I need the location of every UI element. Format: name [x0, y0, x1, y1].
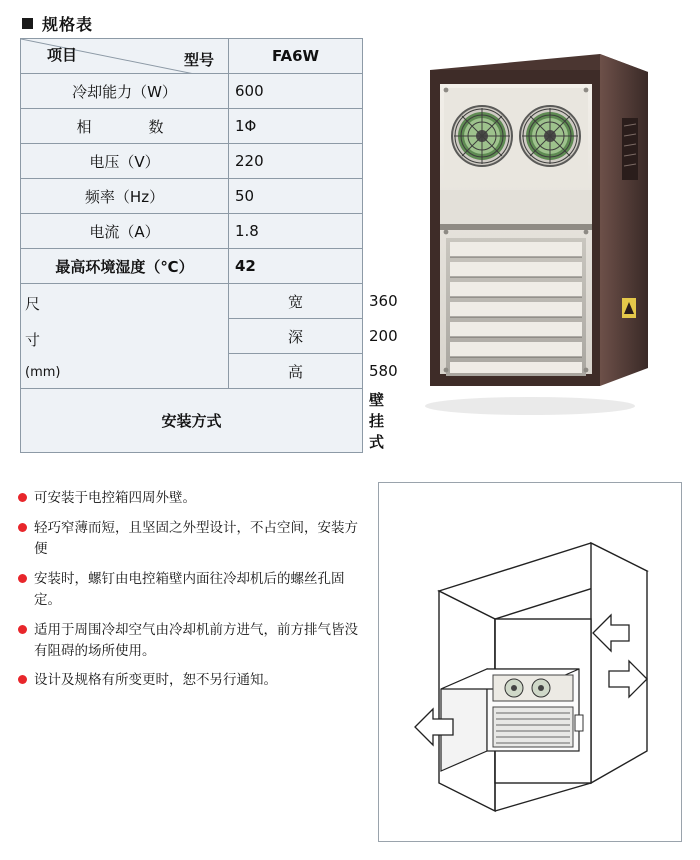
row-label-voltage: 电压（V）: [21, 144, 229, 179]
header-item-model-cell: [21, 39, 229, 74]
row-label-cooling-capacity: 冷却能力（W）: [21, 74, 229, 109]
row-label-phase: 相 数: [21, 109, 229, 144]
table-row: 安装方式 壁挂式: [21, 389, 363, 453]
list-item: [18, 518, 358, 560]
dimension-sub-label-height: 高: [229, 354, 363, 389]
header-item-label: 项目: [47, 46, 78, 64]
bullet-icon: [18, 675, 27, 684]
row-label-current: 电流（A）: [21, 214, 229, 249]
dimension-label-line-1: 尺: [25, 294, 41, 313]
header-model-value: FA6W: [229, 39, 363, 74]
row-value-frequency: 50: [229, 179, 363, 214]
row-label-frequency: 频率（Hz）: [21, 179, 229, 214]
dimension-label-line-2: 寸: [25, 330, 41, 349]
product-photo: [400, 48, 670, 428]
row-label-mounting: 安装方式: [21, 389, 363, 453]
row-value-max-ambient-temp: 42: [229, 249, 363, 284]
dimension-sub-label-depth: 深: [229, 319, 363, 354]
list-item: [18, 670, 358, 691]
list-item: [18, 569, 358, 611]
page-title: 规格表: [42, 15, 94, 34]
note-text: 适用于周围冷却空气由冷却机前方进气，前方排气皆没有阻碍的场所使用。: [34, 621, 358, 659]
table-row: 深 200: [21, 319, 363, 354]
bullet-icon: [18, 523, 27, 532]
header-model-label: 型号: [183, 51, 214, 69]
dimension-label-line-3: (mm): [25, 364, 61, 380]
table-row: [21, 144, 363, 179]
bullet-icon: [18, 493, 27, 502]
row-value-cooling-capacity: 600: [229, 74, 363, 109]
bullet-icon: [18, 625, 27, 634]
notes-list: [18, 488, 358, 700]
table-row: [21, 214, 363, 249]
section-heading: [22, 12, 93, 35]
table-row: [21, 109, 363, 144]
table-row: 高 580: [21, 354, 363, 389]
installation-diagram-panel: [378, 482, 682, 842]
list-item: [18, 488, 358, 509]
note-text: 轻巧窄薄而短，且坚固之外型设计，不占空间，安装方便: [34, 519, 358, 557]
row-label-max-ambient-temp: 最高环境湿度（℃）: [21, 249, 229, 284]
table-row: 尺 寸 (mm) 宽 360: [21, 284, 363, 319]
note-text: 可安装于电控箱四周外壁。: [34, 490, 196, 506]
square-marker-icon: [22, 18, 33, 29]
table-row-header: [21, 39, 363, 74]
note-text: 安装时，螺钉由电控箱壁内面往冷却机后的螺丝孔固定。: [34, 570, 345, 608]
dimension-group-label: [21, 284, 229, 389]
bullet-icon: [18, 574, 27, 583]
row-value-phase: 1Φ: [229, 109, 363, 144]
row-value-voltage: 220: [229, 144, 363, 179]
table-row: [21, 179, 363, 214]
note-text: 设计及规格有所变更时，恕不另行通知。: [34, 672, 277, 689]
table-row: [21, 74, 363, 109]
list-item: [18, 620, 358, 662]
dimension-sub-label-width: 宽: [229, 284, 363, 319]
spec-table: [20, 38, 398, 453]
row-value-current: 1.8: [229, 214, 363, 249]
table-row: [21, 249, 363, 284]
